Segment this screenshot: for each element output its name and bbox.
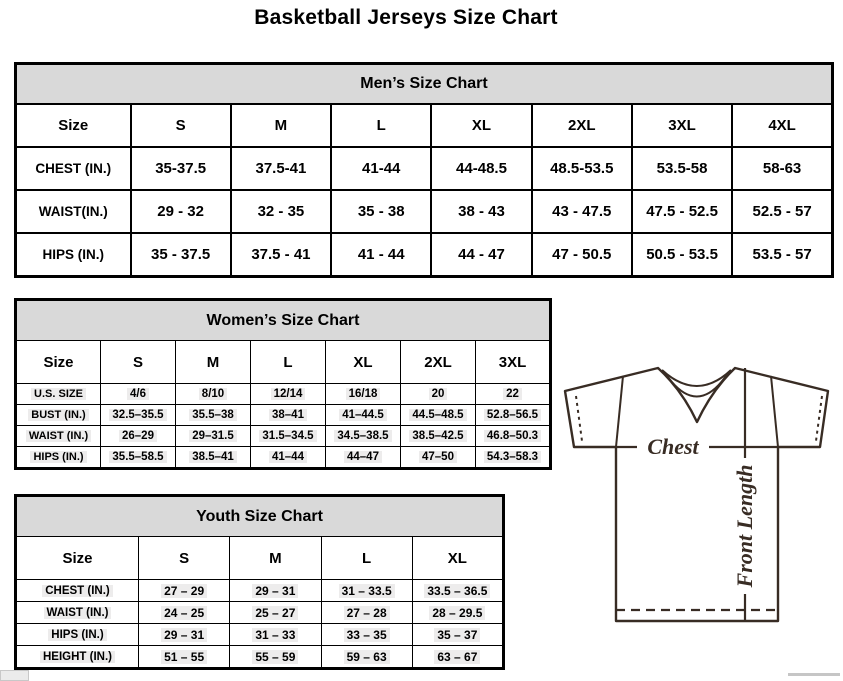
size-value-cell xyxy=(101,426,176,447)
size-value-cell xyxy=(476,384,551,405)
size-value-cell: 32 - 35 xyxy=(231,190,331,233)
size-value-cell: 47.5 - 52.5 xyxy=(632,190,732,233)
youth-hips-row xyxy=(16,624,504,646)
size-value-cell xyxy=(176,447,251,469)
size-value-cell xyxy=(476,405,551,426)
size-value: 52.8–56.5 xyxy=(484,409,541,421)
size-value-cell: 47 - 50.5 xyxy=(532,233,632,277)
size-value: 38.5–41 xyxy=(189,451,237,463)
size-value-cell xyxy=(326,426,401,447)
size-value: 35.5–38 xyxy=(189,409,237,421)
size-value-cell xyxy=(321,624,412,646)
size-value: 33.5 – 36.5 xyxy=(424,584,490,598)
size-value-cell: 37.5-41 xyxy=(231,147,331,190)
youth-header-row xyxy=(16,537,504,580)
size-value: 44–47 xyxy=(344,451,382,463)
womens-hips-row xyxy=(16,447,551,469)
size-value: 31 – 33.5 xyxy=(339,584,395,598)
youth-size-chart-table xyxy=(14,494,505,670)
mens-table-title: Men’s Size Chart xyxy=(16,64,833,105)
size-value: 22 xyxy=(503,388,522,400)
size-value-cell: 48.5-53.5 xyxy=(532,147,632,190)
size-value-cell: 29 - 32 xyxy=(131,190,231,233)
size-value-cell: 35 - 37.5 xyxy=(131,233,231,277)
size-value: 26–29 xyxy=(119,430,157,442)
size-value-cell: 37.5 - 41 xyxy=(231,233,331,277)
size-value: 59 – 63 xyxy=(344,650,390,664)
size-value: 27 – 29 xyxy=(161,584,207,598)
column-header: 2XL xyxy=(532,104,632,147)
size-value: 47–50 xyxy=(419,451,457,463)
size-value-cell xyxy=(412,580,503,602)
size-value-cell xyxy=(412,602,503,624)
size-value: 54.3–58.3 xyxy=(484,451,541,463)
column-header: S xyxy=(101,341,176,384)
size-value: 51 – 55 xyxy=(161,650,207,664)
size-value-cell xyxy=(230,624,321,646)
size-value-cell: 50.5 - 53.5 xyxy=(632,233,732,277)
size-value: 35 – 37 xyxy=(434,628,480,642)
size-value: 4/6 xyxy=(127,388,149,400)
size-value-cell xyxy=(139,646,230,669)
size-value-cell xyxy=(321,646,412,669)
size-value-cell xyxy=(176,426,251,447)
row-label: WAIST(IN.) xyxy=(16,190,131,233)
size-value-cell xyxy=(251,384,326,405)
row-label-text: U.S. SIZE xyxy=(31,388,86,400)
size-value: 34.5–38.5 xyxy=(334,430,391,442)
size-value: 28 – 29.5 xyxy=(429,606,485,620)
jersey-measurement-diagram xyxy=(557,360,841,628)
youth-chest-row xyxy=(16,580,504,602)
column-header: 3XL xyxy=(476,341,551,384)
jersey-diagram-svg xyxy=(557,360,841,628)
womens-ussize-row xyxy=(16,384,551,405)
size-value-cell xyxy=(321,580,412,602)
row-label-text: WAIST (IN.) xyxy=(26,430,91,442)
size-value: 41–44.5 xyxy=(339,409,387,421)
size-value-cell xyxy=(401,426,476,447)
mens-header-row xyxy=(16,104,833,147)
size-value-cell xyxy=(412,624,503,646)
size-value: 29–31.5 xyxy=(189,430,237,442)
size-value: 32.5–35.5 xyxy=(109,409,166,421)
column-header: L xyxy=(331,104,431,147)
size-value-cell xyxy=(101,405,176,426)
size-value-cell: 35 - 38 xyxy=(331,190,431,233)
mens-chest-row xyxy=(16,147,833,190)
size-value: 38–41 xyxy=(269,409,307,421)
womens-waist-row xyxy=(16,426,551,447)
row-label-text: HIPS (IN.) xyxy=(48,629,106,641)
column-header: XL xyxy=(412,537,503,580)
column-header: Size xyxy=(16,341,101,384)
size-value: 44.5–48.5 xyxy=(409,409,466,421)
size-value: 46.8–50.3 xyxy=(484,430,541,442)
womens-table-title: Women’s Size Chart xyxy=(16,300,551,341)
size-value: 27 – 28 xyxy=(344,606,390,620)
column-header: Size xyxy=(16,537,139,580)
column-header: 3XL xyxy=(632,104,732,147)
size-value: 16/18 xyxy=(346,388,381,400)
row-label: HIPS (IN.) xyxy=(16,233,131,277)
row-label-text: HEIGHT (IN.) xyxy=(40,651,115,663)
page-title: Basketball Jerseys Size Chart xyxy=(254,6,558,29)
size-value-cell: 38 - 43 xyxy=(431,190,531,233)
size-value: 29 – 31 xyxy=(252,584,298,598)
row-label-text: CHEST (IN.) xyxy=(42,585,113,597)
mens-hips-row xyxy=(16,233,833,277)
size-value-cell xyxy=(176,384,251,405)
column-header: XL xyxy=(326,341,401,384)
womens-bust-row xyxy=(16,405,551,426)
size-value: 38.5–42.5 xyxy=(409,430,466,442)
column-header: 2XL xyxy=(401,341,476,384)
size-value: 35.5–58.5 xyxy=(109,451,166,463)
youth-title-row xyxy=(16,496,504,537)
size-value-cell xyxy=(251,405,326,426)
row-label: CHEST (IN.) xyxy=(16,147,131,190)
row-label xyxy=(16,447,101,469)
row-label xyxy=(16,426,101,447)
column-header: M xyxy=(231,104,331,147)
youth-waist-row xyxy=(16,602,504,624)
size-value-cell xyxy=(251,426,326,447)
column-header: S xyxy=(131,104,231,147)
size-value-cell xyxy=(251,447,326,469)
row-label xyxy=(16,602,139,624)
size-value-cell: 43 - 47.5 xyxy=(532,190,632,233)
row-label-text: HIPS (IN.) xyxy=(30,451,86,463)
size-value: 29 – 31 xyxy=(161,628,207,642)
mens-waist-row xyxy=(16,190,833,233)
size-value: 31.5–34.5 xyxy=(259,430,316,442)
column-header: S xyxy=(139,537,230,580)
size-value-cell xyxy=(476,447,551,469)
size-value: 8/10 xyxy=(199,388,227,400)
size-value-cell xyxy=(101,384,176,405)
row-label-text: BUST (IN.) xyxy=(28,409,88,421)
womens-size-chart-table xyxy=(14,298,552,470)
column-header: M xyxy=(176,341,251,384)
row-label xyxy=(16,624,139,646)
size-value-cell xyxy=(412,646,503,669)
size-value-cell xyxy=(139,624,230,646)
size-value-cell: 44 - 47 xyxy=(431,233,531,277)
column-header: XL xyxy=(431,104,531,147)
size-value: 31 – 33 xyxy=(252,628,298,642)
size-value-cell: 52.5 - 57 xyxy=(732,190,832,233)
mens-size-chart-table xyxy=(14,62,834,278)
front-length-label: Front Length xyxy=(732,464,757,588)
size-value-cell: 58-63 xyxy=(732,147,832,190)
size-value-cell xyxy=(476,426,551,447)
size-value-cell xyxy=(139,580,230,602)
youth-height-row xyxy=(16,646,504,669)
size-value-cell: 53.5 - 57 xyxy=(732,233,832,277)
size-value-cell xyxy=(321,602,412,624)
size-value-cell: 53.5-58 xyxy=(632,147,732,190)
size-value-cell xyxy=(139,602,230,624)
size-value: 63 – 67 xyxy=(434,650,480,664)
size-value-cell: 41 - 44 xyxy=(331,233,431,277)
scrollbar-thumb-fragment[interactable] xyxy=(788,673,840,676)
youth-table-title: Youth Size Chart xyxy=(16,496,504,537)
size-value-cell xyxy=(401,384,476,405)
size-value-cell xyxy=(101,447,176,469)
size-value-cell xyxy=(326,447,401,469)
row-label xyxy=(16,580,139,602)
size-value: 55 – 59 xyxy=(252,650,298,664)
size-value-cell xyxy=(401,447,476,469)
size-value: 41–44 xyxy=(269,451,307,463)
column-header: Size xyxy=(16,104,131,147)
column-header: L xyxy=(251,341,326,384)
scrollbar-corner-fragment[interactable] xyxy=(0,670,29,681)
size-value-cell xyxy=(230,580,321,602)
size-value-cell xyxy=(326,405,401,426)
row-label xyxy=(16,646,139,669)
size-value-cell: 35-37.5 xyxy=(131,147,231,190)
size-value: 20 xyxy=(429,388,448,400)
row-label-text: WAIST (IN.) xyxy=(44,607,112,619)
row-label xyxy=(16,384,101,405)
size-value-cell xyxy=(176,405,251,426)
womens-title-row xyxy=(16,300,551,341)
column-header: M xyxy=(230,537,321,580)
size-value-cell xyxy=(230,646,321,669)
size-value: 24 – 25 xyxy=(161,606,207,620)
size-value-cell: 44-48.5 xyxy=(431,147,531,190)
size-value-cell xyxy=(326,384,401,405)
chest-label: Chest xyxy=(647,434,699,459)
jersey-outline xyxy=(565,368,828,621)
column-header: 4XL xyxy=(732,104,832,147)
mens-title-row xyxy=(16,64,833,105)
column-header: L xyxy=(321,537,412,580)
size-value-cell xyxy=(401,405,476,426)
size-value-cell: 41-44 xyxy=(331,147,431,190)
row-label xyxy=(16,405,101,426)
size-value-cell xyxy=(230,602,321,624)
size-value: 25 – 27 xyxy=(252,606,298,620)
size-value: 12/14 xyxy=(271,388,306,400)
size-value: 33 – 35 xyxy=(344,628,390,642)
womens-header-row xyxy=(16,341,551,384)
